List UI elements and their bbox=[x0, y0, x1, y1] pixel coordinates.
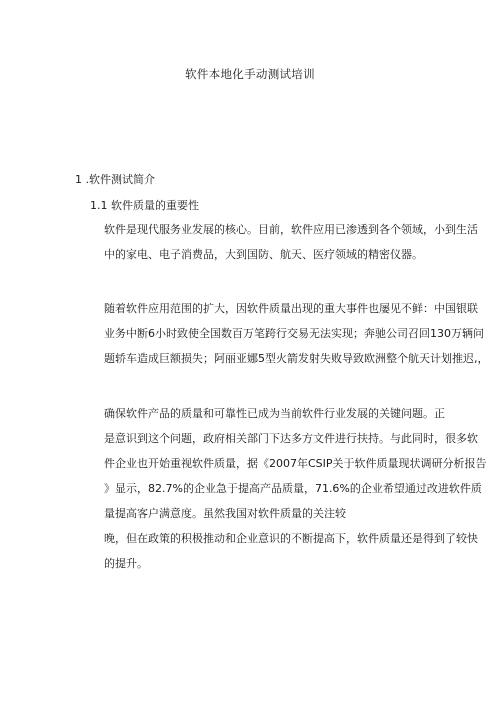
paragraph-line: 》显示，82.7%的企业急于提高产品质量，71.6%的企业希望通过改进软件质 bbox=[104, 482, 482, 495]
paragraph-line: 确保软件产品的质量和可靠性已成为当前软件行业发展的关键问题。正 bbox=[104, 407, 445, 420]
paragraph-line: 是意识到这个问题，政府相关部门下达多方文件进行扶持。与此同时，很多软 bbox=[104, 432, 478, 445]
paragraph-line: 量提高客户满意度。虽然我国对软件质量的关注较 bbox=[104, 507, 346, 520]
paragraph-line: 晚，但在政策的积极推动和企业意识的不断提高下，软件质量还是得到了较快 bbox=[104, 532, 478, 545]
paragraph-line: 软件是现代服务业发展的核心。目前，软件应用已渗透到各个领域，小到生活 bbox=[104, 223, 478, 236]
paragraph-1 bbox=[104, 217, 478, 267]
paragraph-2 bbox=[104, 296, 489, 371]
section-heading-1-1: 1.1 软件质量的重要性 bbox=[90, 199, 199, 212]
paragraph-line: 件企业也开始重视软件质量，据《2007年CSIP关于软件质量现状调研分析报告 bbox=[104, 457, 487, 470]
section-heading-1: 1 .软件测试简介 bbox=[75, 173, 155, 186]
paragraph-3 bbox=[104, 401, 487, 576]
paragraph-line: 题轿车造成巨额损失；阿丽亚娜5型火箭发射失败导致欧洲整个航天计划推迟,， bbox=[104, 352, 489, 365]
document-title: 软件本地化手动测试培训 bbox=[185, 67, 315, 81]
paragraph-line: 的提升。 bbox=[104, 557, 148, 570]
paragraph-line: 中的家电、电子消费品，大到国防、航天、医疗领域的精密仪器。 bbox=[104, 248, 423, 261]
paragraph-line: 业务中断6小时致使全国数百万笔跨行交易无法实现；奔驰公司召回130万辆问 bbox=[104, 327, 484, 340]
paragraph-line: 随着软件应用范围的扩大，因软件质量出现的重大事件也屡见不鲜：中国银联 bbox=[104, 302, 478, 315]
